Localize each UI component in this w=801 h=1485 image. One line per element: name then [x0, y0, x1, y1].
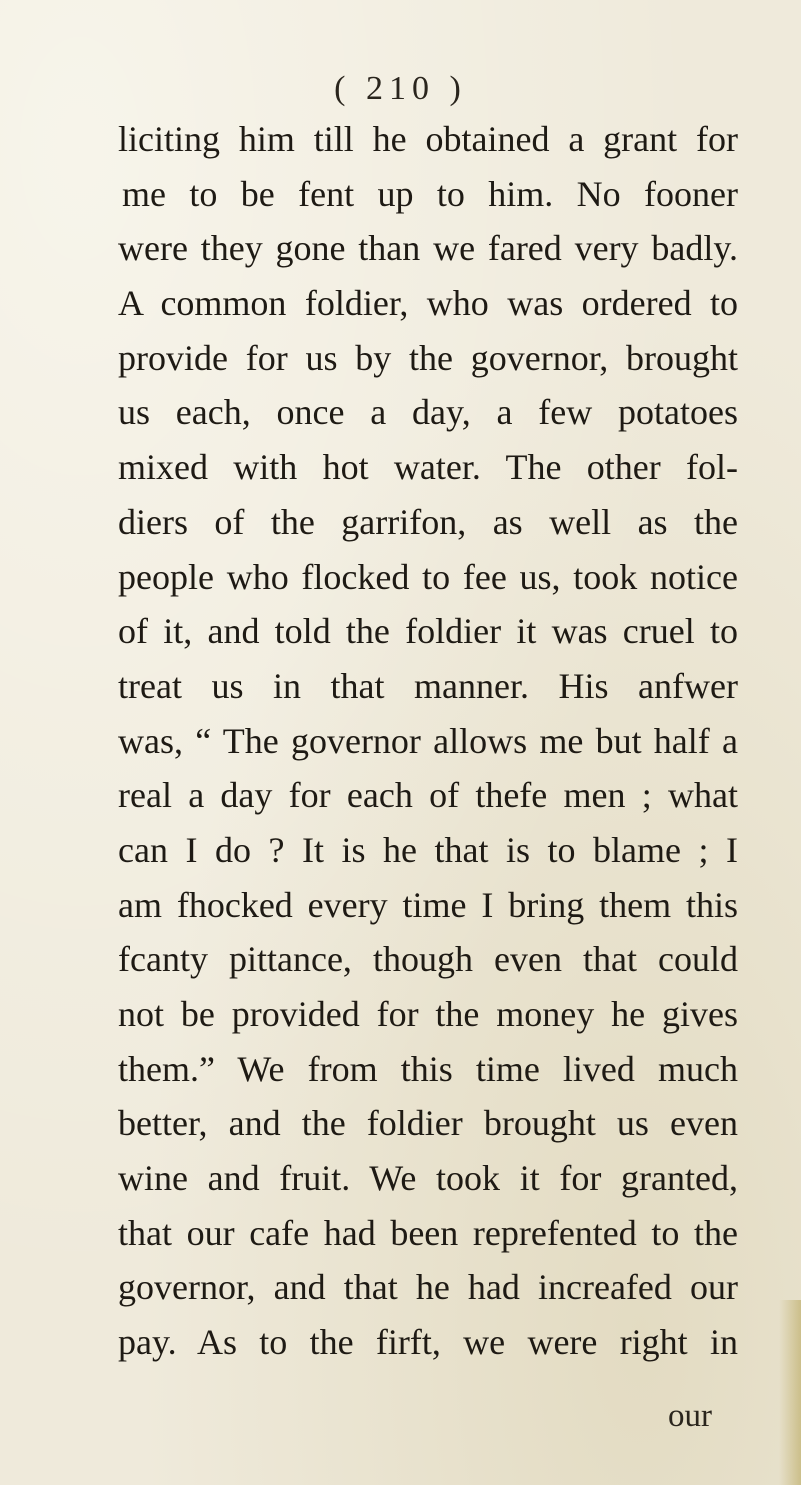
- text-line-15: am fhocked every time I bring them this: [118, 884, 738, 925]
- text-line-21: that our cafe had been reprefented to the: [118, 1212, 738, 1253]
- text-line-20: wine and fruit. We took it for granted,: [118, 1158, 738, 1199]
- text-line-18: them.” We from this time lived much: [118, 1048, 738, 1089]
- text-line-2: me to be fent up to him. No fooner: [122, 173, 738, 214]
- catchword: our: [668, 1398, 712, 1434]
- text-line-16: fcanty pittance, though even that could: [118, 939, 738, 980]
- text-line-19: better, and the foldier brought us even: [118, 1103, 738, 1144]
- text-line-17: not be provided for the money he gives: [118, 994, 738, 1034]
- text-line-10: of it, and told the foldier it was cruel to: [118, 611, 738, 652]
- text-line-22: governor, and that he had increafed our: [118, 1267, 738, 1308]
- body-text: [118, 112, 738, 1370]
- text-line-23: pay. As to the firft, we were right in: [118, 1322, 738, 1363]
- text-line-7: mixed with hot water. The other fol-: [118, 447, 738, 488]
- text-line-3: were they gone than we fared very badly.: [118, 228, 738, 269]
- text-line-4: A common foldier, who was ordered to: [118, 283, 738, 324]
- text-line-12: was, “ The governor allows me but half a: [118, 720, 738, 761]
- text-line-6: us each, once a day, a few potatoes: [118, 392, 738, 433]
- text-line-11: treat us in that manner. His anfwer: [118, 665, 738, 706]
- text-line-1: liciting him till he obtained a grant for: [118, 119, 738, 159]
- text-line-5: provide for us by the governor, brought: [118, 337, 738, 378]
- text-line-9: people who flocked to fee us, took notice: [118, 556, 738, 597]
- text-line-8: diers of the garrifon, as well as the: [118, 501, 738, 542]
- page-number: ( 210 ): [334, 70, 467, 107]
- text-line-14: can I do ? It is he that is to blame ; I: [118, 829, 738, 870]
- page-edge-stain: [779, 1300, 801, 1485]
- text-line-13: real a day for each of thefe men ; what: [118, 775, 738, 816]
